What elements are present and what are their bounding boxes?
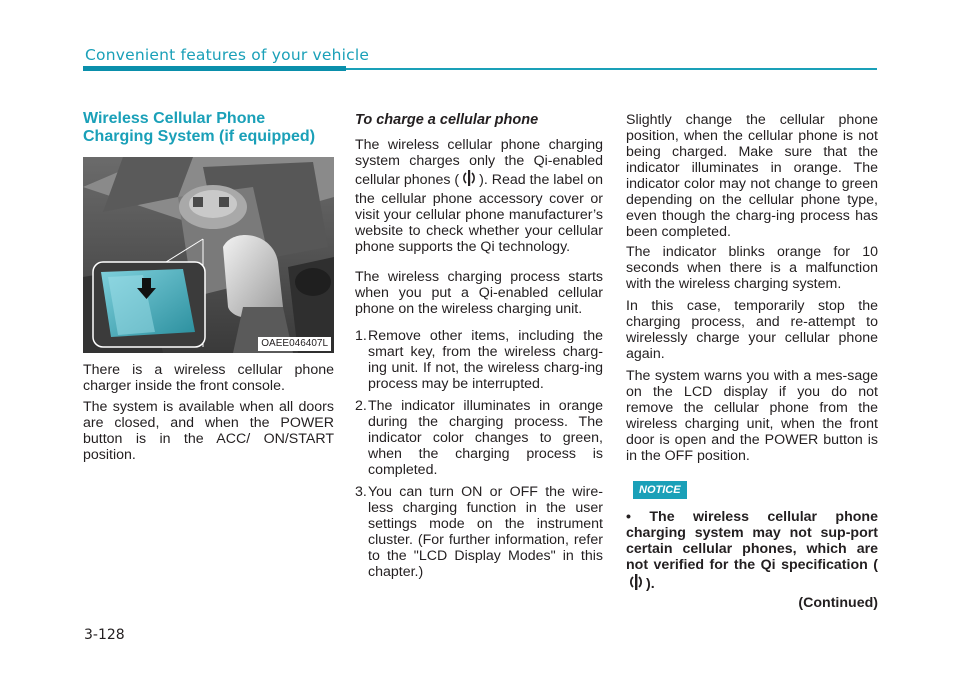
subsection-title: To charge a cellular phone bbox=[355, 112, 539, 128]
console-illustration bbox=[83, 157, 334, 353]
list-item bbox=[355, 398, 603, 478]
list-item-text: You can turn ON or OFF the wire-less charging function in the user settings mode on the instrument cluster. (For further information, refer to the "LCD Display Modes" in this chapter.) bbox=[368, 484, 603, 580]
list-item-text: The indicator illuminates in orange during the charging process. The indicator color changes to green, when the charging process is completed. bbox=[368, 398, 603, 478]
bullet-marker: • bbox=[626, 509, 650, 525]
col2-paragraph-1b: ). Read the label on the cellular phone accessory cover or visit your cellular phone manufacturer’s website to check whether your cellular phone supports the Qi technology. bbox=[355, 172, 603, 255]
header-rule bbox=[346, 68, 877, 70]
list-item-number: 1. bbox=[355, 328, 367, 344]
section-title: Wireless Cellular Phone Charging System (if equipped) bbox=[83, 110, 316, 145]
col1-paragraph-1: There is a wireless cellular phone charger inside the front console. bbox=[83, 362, 334, 394]
col2-paragraph-1 bbox=[355, 137, 603, 255]
qi-wireless-icon bbox=[629, 573, 643, 595]
col3-paragraph-1: Slightly change the cellular phone position, when the cellular phone is not being charged. Make sure that the indicator illuminates in orange. The indicator color may not change to green depending on the cellular phone type, even though the charg-ing process has been completed. bbox=[626, 112, 878, 240]
col2-paragraph-2: The wireless charging process starts when you put a Qi-enabled cellular phone on the wireless charging unit. bbox=[355, 269, 603, 317]
list-item-number: 3. bbox=[355, 484, 367, 500]
console-figure bbox=[83, 157, 334, 353]
list-item-text: Remove other items, including the smart key, from the wireless charg-ing unit. If not, the wireless charg-ing process may be interrupted. bbox=[368, 328, 603, 392]
page-number: 3-128 bbox=[84, 627, 125, 643]
col2-paragraph-1a: The wireless cellular phone charging system charges only the Qi-enabled cellular phones ( bbox=[355, 137, 603, 188]
col1-paragraph-2: The system is available when all doors are closed, and when the POWER button is in the ACC/ ON/START position. bbox=[83, 399, 334, 463]
list-item bbox=[355, 484, 603, 580]
list-item-number: 2. bbox=[355, 398, 367, 414]
notice-badge: NOTICE bbox=[633, 481, 687, 499]
qi-wireless-icon bbox=[462, 169, 476, 191]
header-bar bbox=[83, 66, 346, 71]
header-title: Convenient features of your vehicle bbox=[85, 46, 370, 64]
figure-caption: OAEE046407L bbox=[258, 337, 331, 351]
col3-paragraph-3: In this case, temporarily stop the charging process, and re-attempt to wirelessly charge your cellular phone again. bbox=[626, 298, 878, 362]
notice-bullet bbox=[626, 509, 878, 595]
continued-label: (Continued) bbox=[798, 595, 878, 611]
col3-paragraph-2: The indicator blinks orange for 10 seconds when there is a malfunction with the wireless charging system. bbox=[626, 244, 878, 292]
list-item bbox=[355, 328, 603, 392]
notice-text-b: ). bbox=[646, 576, 655, 592]
notice-text-a: The wireless cellular phone charging system may not sup-port certain cellular phones, which are not verified for the Qi specification ( bbox=[626, 509, 878, 573]
col3-paragraph-4: The system warns you with a mes-sage on the LCD display if you do not remove the cellular phone from the wireless charging unit, when the front door is open and the POWER button is in the OFF position. bbox=[626, 368, 878, 464]
